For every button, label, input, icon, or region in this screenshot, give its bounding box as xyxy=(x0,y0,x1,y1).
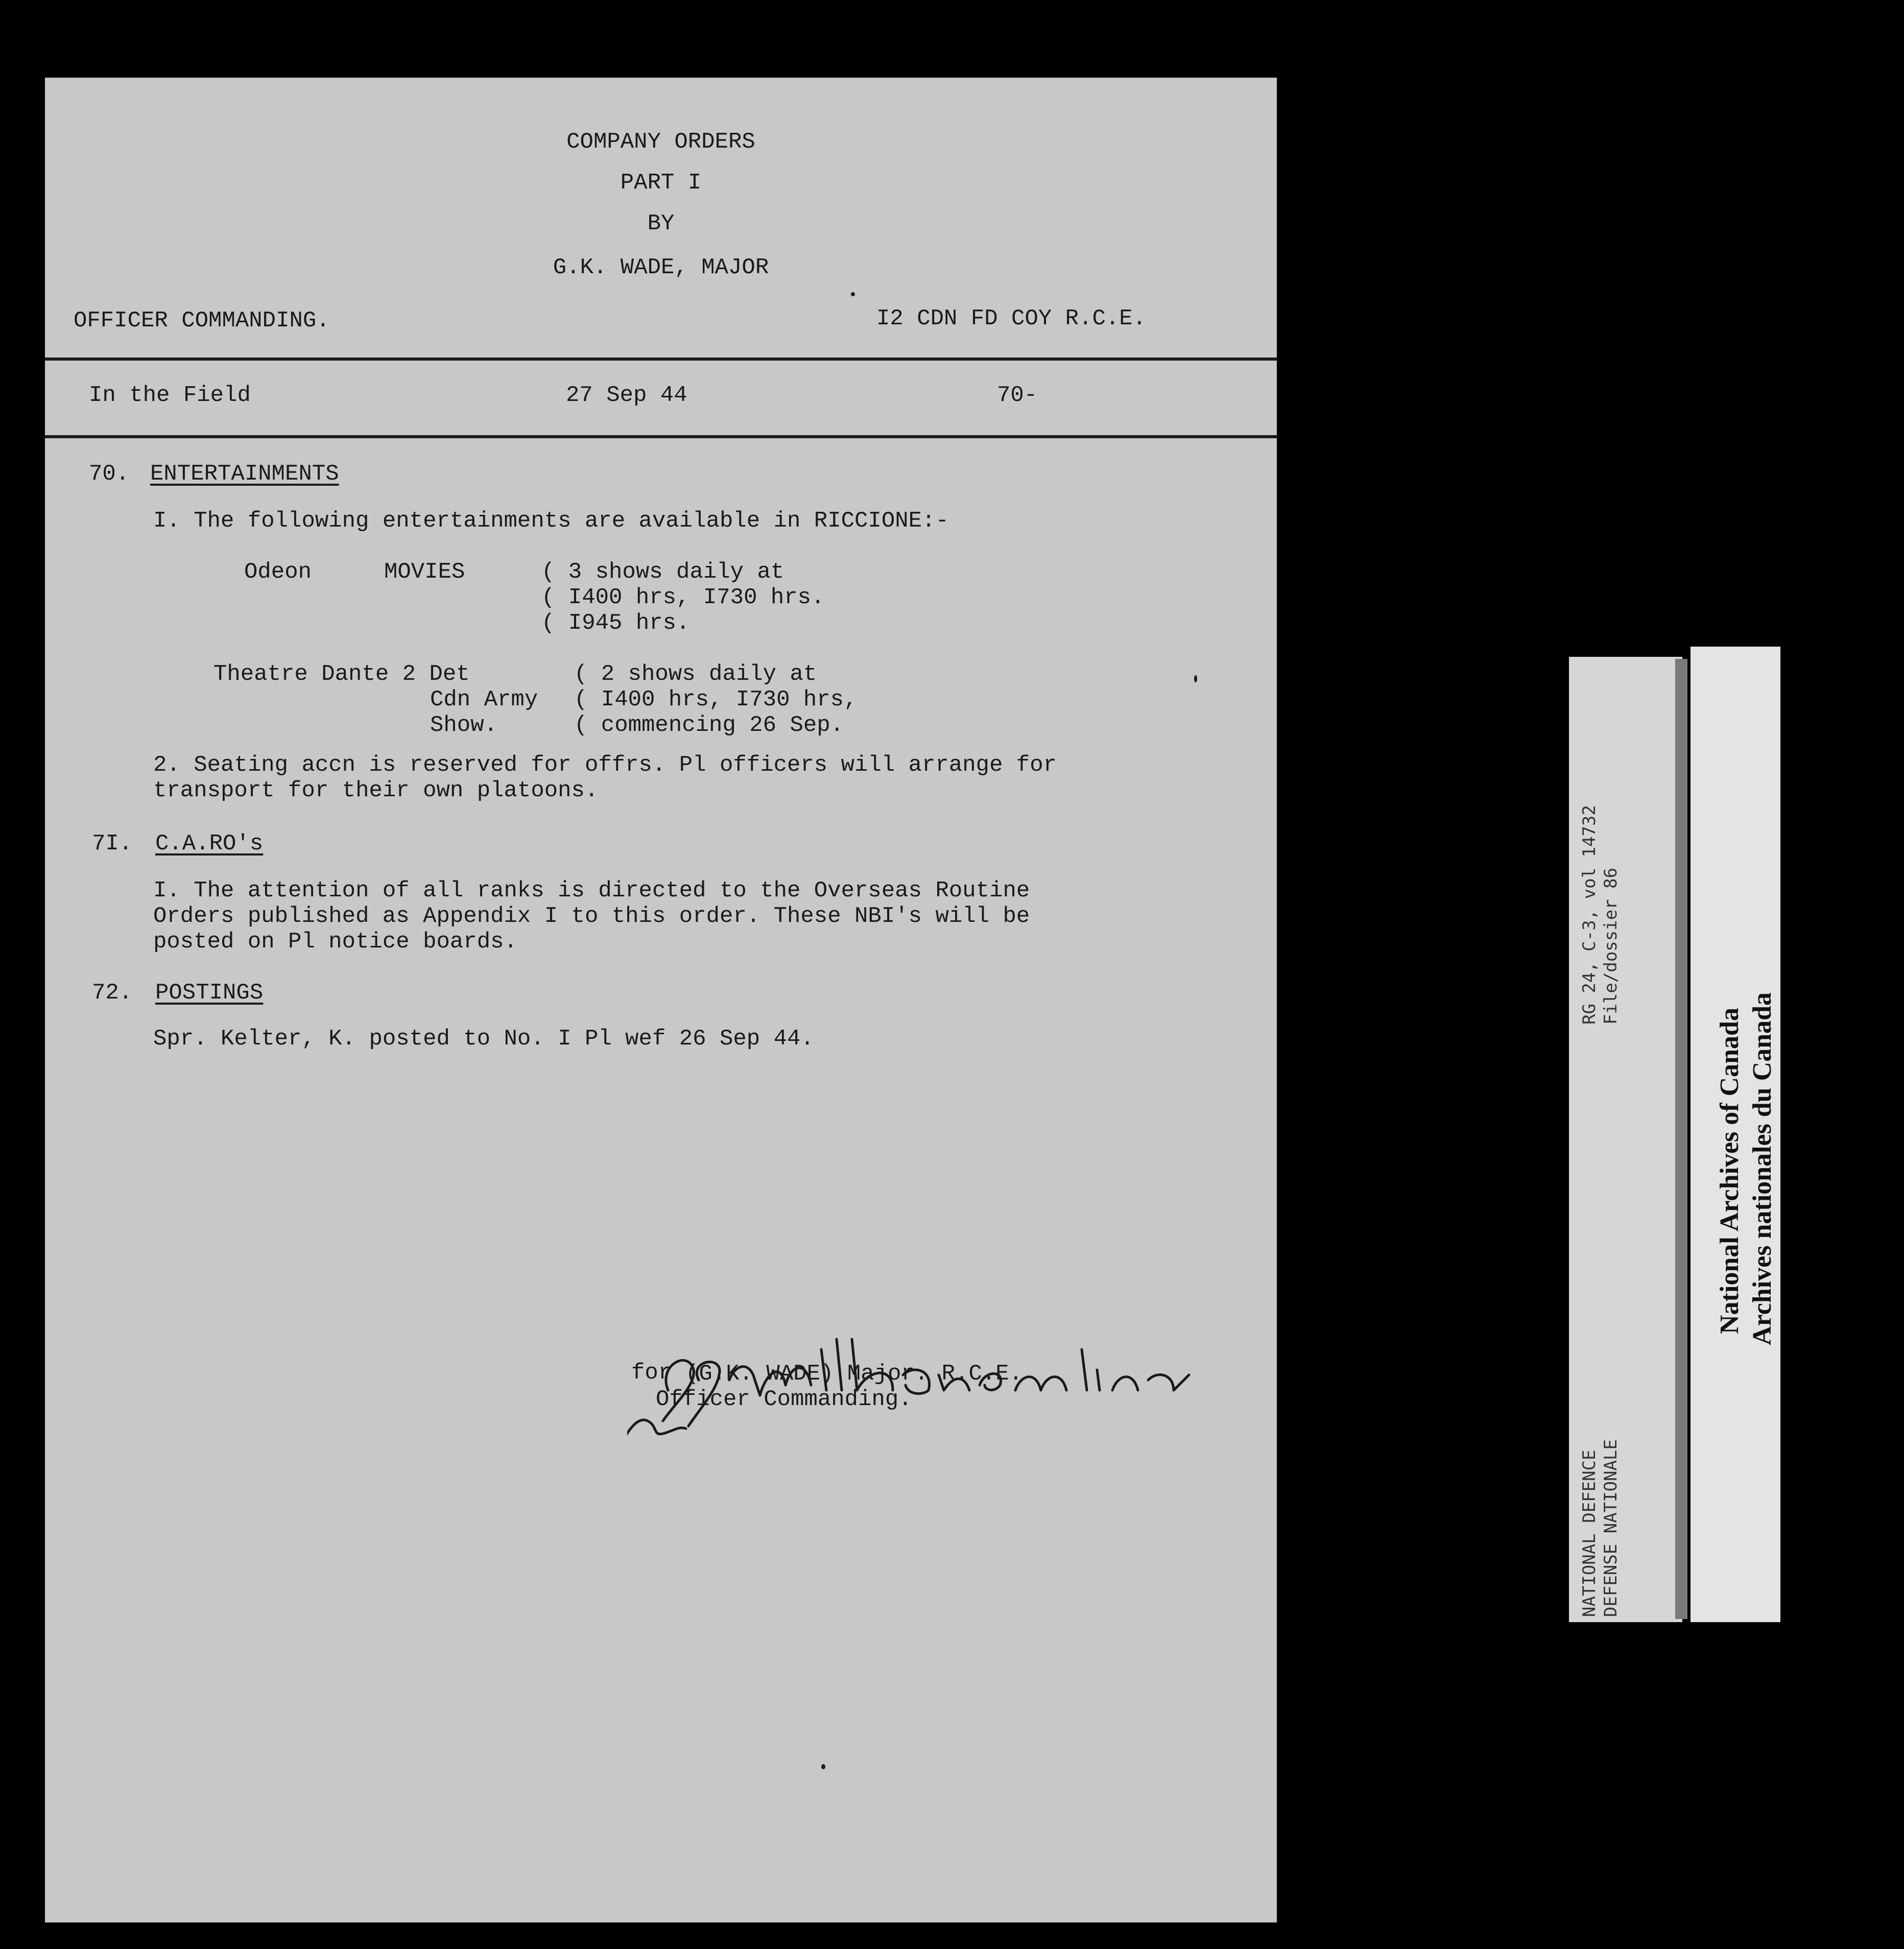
archive-reference-card xyxy=(1569,657,1682,1622)
section-heading: ENTERTAINMENTS xyxy=(150,461,339,487)
archive-ref-line2: File/dossier 86 xyxy=(1601,867,1621,1025)
venue-name: Theatre Dante 2 Det xyxy=(213,661,470,687)
section-heading: C.A.RO's xyxy=(155,831,264,857)
unit-name: I2 CDN FD COY R.C.E. xyxy=(876,306,1147,331)
paragraph: I. The attention of all ranks is directed to the Overseas Routine xyxy=(153,878,1030,904)
venue-detail: Cdn Army xyxy=(430,687,538,712)
order-date: 27 Sep 44 xyxy=(566,383,687,408)
signature-prefix: for xyxy=(631,1360,672,1386)
ink-speck xyxy=(851,292,855,296)
section-number: 72. xyxy=(92,980,133,1006)
document-issuer: G.K. WADE, MAJOR xyxy=(553,255,769,280)
document-by: BY xyxy=(647,211,675,236)
venue-detail: Show. xyxy=(430,712,498,738)
signature-name: (G.K. WADE) Major. R.C.E. xyxy=(685,1361,1023,1387)
location: In the Field xyxy=(89,383,251,408)
document-page xyxy=(45,78,1277,1922)
schedule-line: ( commencing 26 Sep. xyxy=(574,712,844,738)
archive-dept-line1: NATIONAL DEFENCE xyxy=(1579,1449,1600,1617)
paragraph: 2. Seating accn is reserved for offrs. Pl officers will arrange for xyxy=(153,752,1057,778)
archives-label-card xyxy=(1691,647,1780,1622)
order-number: 70- xyxy=(997,383,1038,408)
schedule-line: ( 2 shows daily at xyxy=(574,661,817,687)
document-title: COMPANY ORDERS xyxy=(566,129,755,155)
archives-label-french: Archives nationales du Canada xyxy=(1748,992,1777,1345)
paragraph: Spr. Kelter, K. posted to No. I Pl wef 26 Sep 44. xyxy=(153,1026,814,1052)
venue-type: MOVIES xyxy=(384,559,465,585)
archive-dept-line2: DEFENSE NATIONALE xyxy=(1601,1439,1621,1617)
schedule-line: ( I400 hrs, I730 hrs. xyxy=(541,585,825,610)
schedule-line: ( I400 hrs, I730 hrs, xyxy=(574,687,858,712)
document-part: PART I xyxy=(620,170,702,196)
ink-speck xyxy=(821,1764,825,1769)
signature-title: Officer Commanding. xyxy=(656,1387,912,1412)
schedule-line: ( 3 shows daily at xyxy=(541,559,784,585)
section-number: 7I. xyxy=(92,831,133,857)
venue-name: Odeon xyxy=(244,559,312,585)
header-rule-bottom xyxy=(45,435,1277,438)
section-number: 70. xyxy=(89,461,130,487)
section-heading: POSTINGS xyxy=(155,980,264,1006)
paragraph: posted on Pl notice boards. xyxy=(153,929,517,955)
schedule-line: ( I945 hrs. xyxy=(541,610,690,636)
ink-speck xyxy=(1194,675,1197,682)
archive-ref-line1: RG 24, C-3, vol 14732 xyxy=(1579,805,1600,1025)
paragraph: Orders published as Appendix I to this order. These NBI's will be xyxy=(153,904,1030,929)
paragraph: transport for their own platoons. xyxy=(153,778,599,803)
issuer-role: OFFICER COMMANDING. xyxy=(74,308,330,334)
archives-label-english: National Archives of Canada xyxy=(1715,1008,1744,1334)
card-divider-strip xyxy=(1675,659,1687,1619)
header-rule-top xyxy=(45,358,1277,361)
paragraph: I. The following entertainments are available in RICCIONE:- xyxy=(153,508,949,534)
